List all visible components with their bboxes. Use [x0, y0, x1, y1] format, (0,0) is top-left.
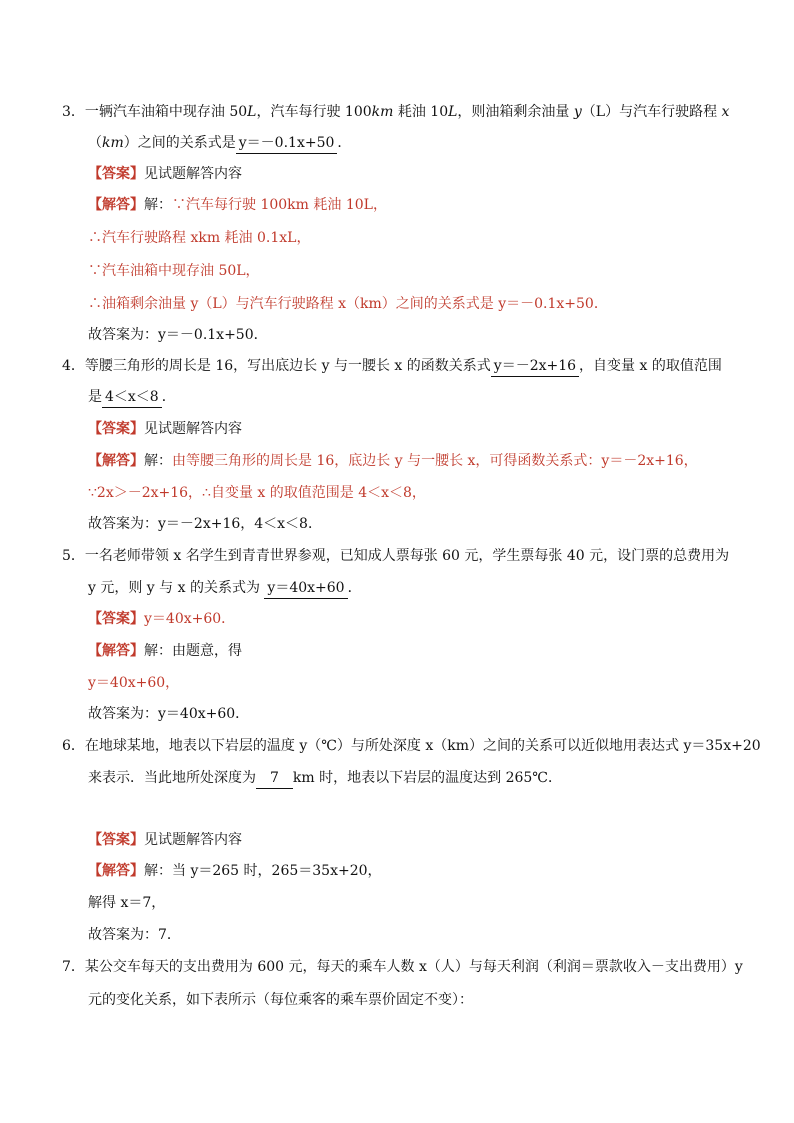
- q4-final-answer: 故答案为：y＝－2x+16，4＜x＜8．: [88, 516, 322, 532]
- q4-solution-line1: 【解答】解：由等腰三角形的周长是 16，底边长 y 与一腰长 x，可得函数关系式：y＝－2x+16，: [88, 453, 698, 469]
- q5-answer: 【答案】y＝40x+60．: [88, 611, 236, 627]
- q7-stem-line1: 7．某公交车每天的支出费用为 600 元，每天的乘车人数 x（人）与每天利润（利润＝票款收入－支出费用）y: [62, 959, 743, 975]
- q4-answer-blank-2: 4＜x＜8: [102, 387, 162, 408]
- q5-final-answer: 故答案为：y＝40x+60．: [88, 706, 250, 722]
- q4-solution-line2: ∵2x＞－2x+16，∴自变量 x 的取值范围是 4＜x＜8，: [88, 485, 426, 501]
- q6-stem-line1: 6．在地球某地，地表以下岩层的温度 y（℃）与所处深度 x（km）之间的关系可以近似地用表达式 y＝35x+20: [62, 738, 761, 754]
- q3-solution-line1: 【解答】解：∵汽车每行驶 100km 耗油 10L，: [88, 197, 387, 213]
- q6-answer-blank: 7: [256, 768, 293, 789]
- q5-solution-line2: y＝40x+60，: [88, 675, 180, 691]
- q4-stem-line1: 4．等腰三角形的周长是 16，写出底边长 y 与一腰长 x 的函数关系式 y＝－2x+16 ，自变量 x 的取值范围: [62, 356, 722, 377]
- q3-answer: 【答案】见试题解答内容: [88, 166, 242, 182]
- q6-answer: 【答案】见试题解答内容: [88, 832, 242, 848]
- q5-solution-line1: 【解答】解：由题意，得: [88, 643, 242, 659]
- q6-solution-line1: 【解答】解：当 y＝265 时，265＝35x+20，: [88, 863, 382, 879]
- q3-stem-line2: （km）之间的关系式是 y＝－0.1x+50 ．: [88, 133, 351, 154]
- q6-solution-line2: 解得 x＝7，: [88, 895, 166, 911]
- q4-stem-line2: 是 4＜x＜8 ．: [88, 387, 176, 408]
- q3-answer-blank: y＝－0.1x+50: [236, 133, 338, 154]
- q3-solution-line4: ∴油箱剩余油量 y（L）与汽车行驶路程 x（km）之间的关系式是 y＝－0.1x+50．: [88, 296, 608, 312]
- q5-stem-line1: 5．一名老师带领 x 名学生到青青世界参观，已知成人票每张 60 元，学生票每张 40 元，设门票的总费用为: [62, 548, 730, 564]
- q6-final-answer: 故答案为：7．: [88, 927, 181, 943]
- q7-stem-line2: 元的变化关系，如下表所示（每位乘客的乘车票价固定不变）：: [88, 992, 473, 1008]
- q4-answer: 【答案】见试题解答内容: [88, 421, 242, 437]
- q3-final-answer: 故答案为：y＝－0.1x+50．: [88, 327, 268, 343]
- q3-stem-line1: 3．一辆汽车油箱中现存油 50L，汽车每行驶 100km 耗油 10L，则油箱剩余油量 y（L）与汽车行驶路程 x: [62, 104, 730, 120]
- q5-stem-line2: y 元，则 y 与 x 的关系式为 y＝40x+60 ．: [88, 578, 362, 599]
- q4-answer-blank-1: y＝－2x+16: [491, 356, 579, 377]
- q5-answer-blank: y＝40x+60: [264, 578, 347, 599]
- q3-solution-line3: ∵汽车油箱中现存油 50L，: [88, 263, 260, 279]
- q3-solution-line2: ∴汽车行驶路程 xkm 耗油 0.1xL，: [88, 230, 311, 246]
- q6-stem-line2: 来表示．当此地所处深度为 7 km 时，地表以下岩层的温度达到 265℃．: [88, 768, 562, 789]
